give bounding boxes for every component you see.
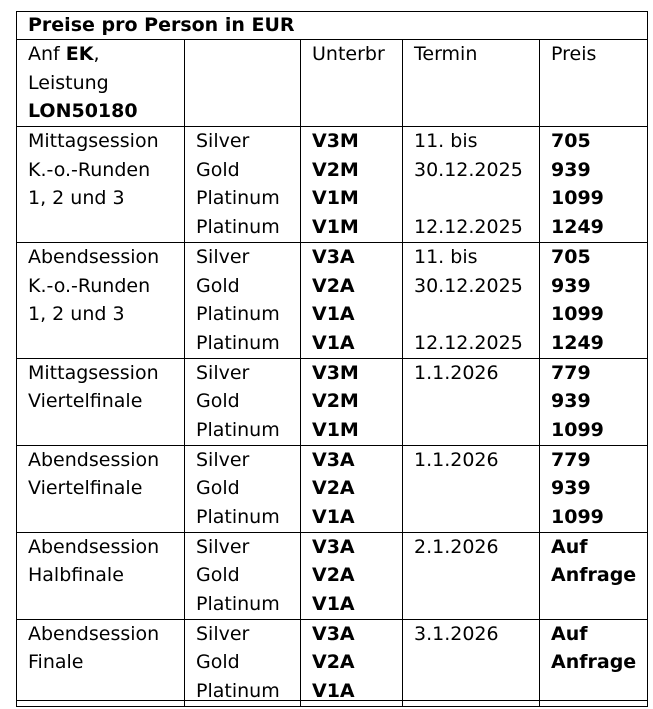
- category-item: Silver: [196, 622, 250, 645]
- price-table: [16, 11, 648, 707]
- price-cell: [540, 445, 648, 532]
- price-item: 1249: [551, 216, 604, 239]
- category-item: Platinum: [196, 418, 280, 441]
- code-cell: [301, 619, 403, 706]
- session-line: Abendsession: [28, 448, 160, 471]
- code-item: V3M: [312, 130, 359, 153]
- category-item: Platinum: [196, 187, 280, 210]
- category-item: Platinum: [196, 593, 280, 616]
- price-item: 1249: [551, 331, 604, 354]
- session-cell: [17, 445, 185, 532]
- price-item: 779: [551, 448, 591, 471]
- code-item: V1M: [312, 216, 359, 239]
- session-cell: [17, 127, 185, 243]
- date-item: 1.1.2026: [414, 448, 499, 471]
- price-item: 1099: [551, 418, 604, 441]
- session-line: K.-o.-Runden: [28, 158, 151, 181]
- header-anf: Anf: [28, 43, 66, 65]
- price-item: Auf: [551, 535, 588, 558]
- code-item: V1A: [312, 593, 355, 616]
- session-line: Abendsession: [28, 245, 160, 268]
- session-line: Mittagsession: [28, 130, 159, 153]
- date-cell: [403, 242, 540, 358]
- code-item: V3M: [312, 361, 359, 384]
- date-cell: [403, 358, 540, 445]
- category-item: Gold: [196, 564, 240, 587]
- session-line: 1, 2 und 3: [28, 303, 125, 326]
- date-item: 11. bis: [414, 130, 478, 153]
- session-cell: [17, 619, 185, 706]
- category-cell: [185, 619, 301, 706]
- session-line: Mittagsession: [28, 361, 159, 384]
- price-item: 779: [551, 361, 591, 384]
- date-cell: [403, 445, 540, 532]
- category-item: Silver: [196, 130, 250, 153]
- session-line: Halbfinale: [28, 564, 124, 587]
- price-item: Auf: [551, 622, 588, 645]
- price-item: 1099: [551, 303, 604, 326]
- table-row: [17, 242, 648, 358]
- category-item: Platinum: [196, 506, 280, 528]
- category-item: Gold: [196, 158, 240, 181]
- price-item: 939: [551, 477, 591, 500]
- date-cell: [403, 127, 540, 243]
- code-item: V3A: [312, 245, 355, 268]
- code-item: V3A: [312, 535, 355, 558]
- date-item: 3.1.2026: [414, 622, 499, 645]
- category-item: Silver: [196, 361, 250, 384]
- code-item: V2A: [312, 477, 355, 500]
- category-cell: [185, 127, 301, 243]
- category-item: Platinum: [196, 216, 280, 239]
- code-item: V2A: [312, 274, 355, 297]
- category-cell: [185, 532, 301, 619]
- code-cell: [301, 242, 403, 358]
- code-item: V1A: [312, 331, 355, 354]
- price-cell: [540, 532, 648, 619]
- category-item: Silver: [196, 448, 250, 471]
- table-row: [17, 619, 648, 706]
- code-item: V1A: [312, 303, 355, 326]
- code-cell: [301, 532, 403, 619]
- price-item: 1099: [551, 506, 604, 528]
- session-line: Finale: [28, 651, 84, 674]
- category-item: Gold: [196, 274, 240, 297]
- date-item: 30.12.2025: [414, 158, 523, 181]
- price-cell: [540, 358, 648, 445]
- code-item: V1A: [312, 506, 355, 528]
- date-item: [414, 184, 539, 213]
- code-item: V2M: [312, 390, 359, 413]
- code-item: V1M: [312, 418, 359, 441]
- session-cell: [17, 532, 185, 619]
- header-code: LON50180: [28, 100, 138, 123]
- date-item: 12.12.2025: [414, 331, 523, 354]
- code-item: V3A: [312, 448, 355, 471]
- table-row: [17, 358, 648, 445]
- session-line: Viertelfinale: [28, 477, 143, 500]
- table-bottom-border: [16, 700, 647, 701]
- table-title: Preise pro Person in EUR: [17, 12, 648, 40]
- price-item: 939: [551, 158, 591, 181]
- category-item: Platinum: [196, 303, 280, 326]
- price-cell: [540, 619, 648, 706]
- code-item: V3A: [312, 622, 355, 645]
- category-item: Platinum: [196, 680, 280, 703]
- date-item: 2.1.2026: [414, 535, 499, 558]
- session-line: Viertelfinale: [28, 390, 143, 413]
- price-item: 1099: [551, 187, 604, 210]
- header-unterbr: Unterbr: [301, 40, 403, 127]
- category-item: Gold: [196, 390, 240, 413]
- category-item: Platinum: [196, 331, 280, 354]
- table-row: [17, 127, 648, 243]
- header-service: [17, 40, 185, 127]
- category-item: Gold: [196, 651, 240, 674]
- category-cell: [185, 358, 301, 445]
- session-cell: [17, 358, 185, 445]
- category-cell: [185, 242, 301, 358]
- code-item: V2A: [312, 564, 355, 587]
- price-item: 939: [551, 390, 591, 413]
- date-item: 1.1.2026: [414, 361, 499, 384]
- price-item: 705: [551, 245, 591, 268]
- price-cell: [540, 127, 648, 243]
- session-line: Abendsession: [28, 622, 160, 645]
- header-leistung: Leistung: [28, 71, 109, 94]
- price-item: Anfrage: [551, 564, 637, 587]
- code-item: V2A: [312, 651, 355, 674]
- price-item: 939: [551, 274, 591, 297]
- date-item: 11. bis: [414, 245, 478, 268]
- header-category: [185, 40, 301, 127]
- category-item: Silver: [196, 245, 250, 268]
- table-row: [17, 445, 648, 532]
- date-item: 30.12.2025: [414, 274, 523, 297]
- code-item: V2M: [312, 158, 359, 181]
- code-cell: [301, 358, 403, 445]
- header-preis: Preis: [540, 40, 648, 127]
- category-item: Gold: [196, 477, 240, 500]
- code-cell: [301, 127, 403, 243]
- category-cell: [185, 445, 301, 532]
- date-cell: [403, 532, 540, 619]
- price-cell: [540, 242, 648, 358]
- header-termin: Termin: [403, 40, 540, 127]
- table-row: [17, 532, 648, 619]
- date-item: 12.12.2025: [414, 216, 523, 239]
- header-row: [17, 40, 648, 127]
- code-item: V1M: [312, 187, 359, 210]
- session-line: Abendsession: [28, 535, 160, 558]
- session-cell: [17, 242, 185, 358]
- session-line: K.-o.-Runden: [28, 274, 151, 297]
- category-item: Silver: [196, 535, 250, 558]
- header-ek: EK: [65, 43, 94, 65]
- price-item: Anfrage: [551, 651, 637, 674]
- date-item: [414, 300, 539, 329]
- code-cell: [301, 445, 403, 532]
- code-item: V1A: [312, 680, 355, 703]
- session-line: 1, 2 und 3: [28, 187, 125, 210]
- header-comma: ,: [93, 43, 100, 65]
- price-item: 705: [551, 130, 591, 153]
- date-cell: [403, 619, 540, 706]
